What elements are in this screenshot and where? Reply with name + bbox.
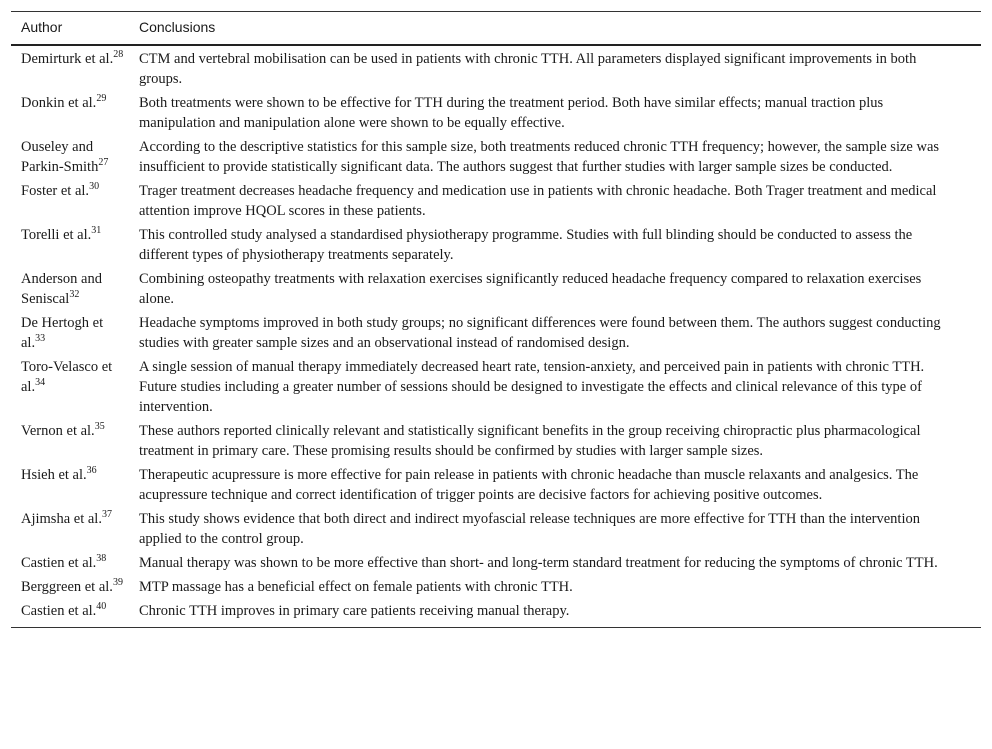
conclusion-cell: This study shows evidence that both direct and indirect myofascial release techniques are more effective for TTH than the intervention applied to the control group.	[139, 511, 920, 547]
reference-number: 28	[113, 49, 124, 60]
author-cell	[11, 311, 129, 355]
table-row	[11, 267, 981, 311]
author-cell	[11, 223, 129, 267]
reference-number: 36	[86, 465, 97, 476]
author-name: Castien et al.	[21, 603, 97, 619]
reference-number: 39	[112, 577, 123, 588]
table-row	[11, 419, 981, 463]
author-name: De Hertogh et al.	[21, 315, 104, 351]
reference-number: 31	[91, 225, 102, 236]
conclusion-cell: According to the descriptive statistics for this sample size, both treatments reduced chronic TTH frequency; however, the sample size was insufficient to provide statistically significant data. The authors suggest that further studies with larger sample sizes be conducted.	[139, 139, 940, 175]
conclusion-cell: A single session of manual therapy immediately decreased heart rate, tension-anxiety, and perceived pain in patients with chronic TTH. Future studies including a greater number of sessions should be designed to investigate the effects and clinical relevance of this type of intervention.	[139, 359, 925, 415]
reference-number: 34	[35, 377, 46, 388]
author-cell	[11, 355, 129, 419]
conclusion-cell: Trager treatment decreases headache frequency and medication use in patients with chronic headache. Both Trager treatment and medical attention improve HQOL scores in these patients.	[139, 183, 937, 219]
conclusion-cell: Therapeutic acupressure is more effective for pain release in patients with chronic headache than muscle relaxants and analgesics. The acupressure technique and correct identification of trigger points are decisive factors for achieving positive outcomes.	[139, 467, 919, 503]
table-row	[11, 551, 981, 575]
author-name: Vernon et al.	[21, 423, 95, 439]
author-cell	[11, 551, 129, 575]
author-name: Castien et al.	[21, 555, 97, 571]
author-cell	[11, 463, 129, 507]
author-name: Hsieh et al.	[21, 467, 87, 483]
table-row	[11, 575, 981, 599]
table-row	[11, 463, 981, 507]
author-name: Ajimsha et al.	[21, 511, 102, 527]
conclusion-cell: CTM and vertebral mobilisation can be used in patients with chronic TTH. All parameters displayed significant improvements in both groups.	[139, 51, 917, 87]
author-cell	[11, 507, 129, 551]
reference-number: 30	[89, 181, 100, 192]
conclusion-cell: Combining osteopathy treatments with relaxation exercises significantly reduced headache frequency compared to relaxation exercises alone.	[139, 271, 922, 307]
author-cell	[11, 267, 129, 311]
reference-number: 27	[98, 157, 109, 168]
author-cell	[11, 135, 129, 179]
author-name: Demirturk et al.	[21, 51, 114, 67]
reference-number: 37	[101, 509, 112, 520]
conclusions-table-container	[11, 11, 981, 628]
author-name: Foster et al.	[21, 183, 90, 199]
reference-number: 29	[96, 93, 107, 104]
conclusions-column-header: Conclusions	[129, 12, 981, 46]
author-name: Anderson and Seniscal	[21, 271, 102, 307]
reference-number: 35	[94, 421, 105, 432]
table-row	[11, 599, 981, 628]
author-cell	[11, 575, 129, 599]
reference-number: 33	[35, 333, 46, 344]
author-name: Berggreen et al.	[21, 579, 113, 595]
conclusion-cell: MTP massage has a beneficial effect on female patients with chronic TTH.	[139, 579, 573, 595]
author-column-header: Author	[11, 12, 129, 46]
author-cell	[11, 91, 129, 135]
header-row	[11, 12, 981, 46]
author-cell	[11, 599, 129, 628]
author-name: Torelli et al.	[21, 227, 92, 243]
table-row	[11, 507, 981, 551]
author-name: Ouseley and Parkin-Smith	[21, 139, 99, 175]
table-row	[11, 355, 981, 419]
author-name: Donkin et al.	[21, 95, 97, 111]
reference-number: 38	[96, 553, 107, 564]
table-row	[11, 135, 981, 179]
author-name: Toro-Velasco et al.	[21, 359, 113, 395]
conclusion-cell: These authors reported clinically relevant and statistically significant benefits in the group receiving chiropractic plus pharmacological treatment in primary care. These promising results should be confirmed by studies with larger sample sizes.	[139, 423, 921, 459]
table-row	[11, 91, 981, 135]
conclusion-cell: Manual therapy was shown to be more effective than short- and long-term standard treatment for reducing the symptoms of chronic TTH.	[139, 555, 938, 571]
conclusions-table	[11, 11, 981, 628]
conclusion-cell: This controlled study analysed a standardised physiotherapy programme. Studies with full blinding should be conducted to assess the different types of physiotherapy treatments separately.	[139, 227, 913, 263]
reference-number: 32	[69, 289, 80, 300]
conclusion-cell: Both treatments were shown to be effective for TTH during the treatment period. Both have similar effects; manual traction plus manipulation and manipulation alone were shown to be equally effective.	[139, 95, 884, 131]
author-cell	[11, 419, 129, 463]
table-row	[11, 179, 981, 223]
conclusion-cell: Chronic TTH improves in primary care patients receiving manual therapy.	[139, 603, 570, 619]
table-row	[11, 311, 981, 355]
table-row	[11, 223, 981, 267]
author-cell	[11, 179, 129, 223]
author-cell	[11, 45, 129, 91]
table-row	[11, 45, 981, 91]
reference-number: 40	[96, 601, 107, 612]
conclusion-cell: Headache symptoms improved in both study groups; no significant differences were found between them. The authors suggest conducting studies with greater sample sizes and an observational instead of randomised design.	[139, 315, 941, 351]
